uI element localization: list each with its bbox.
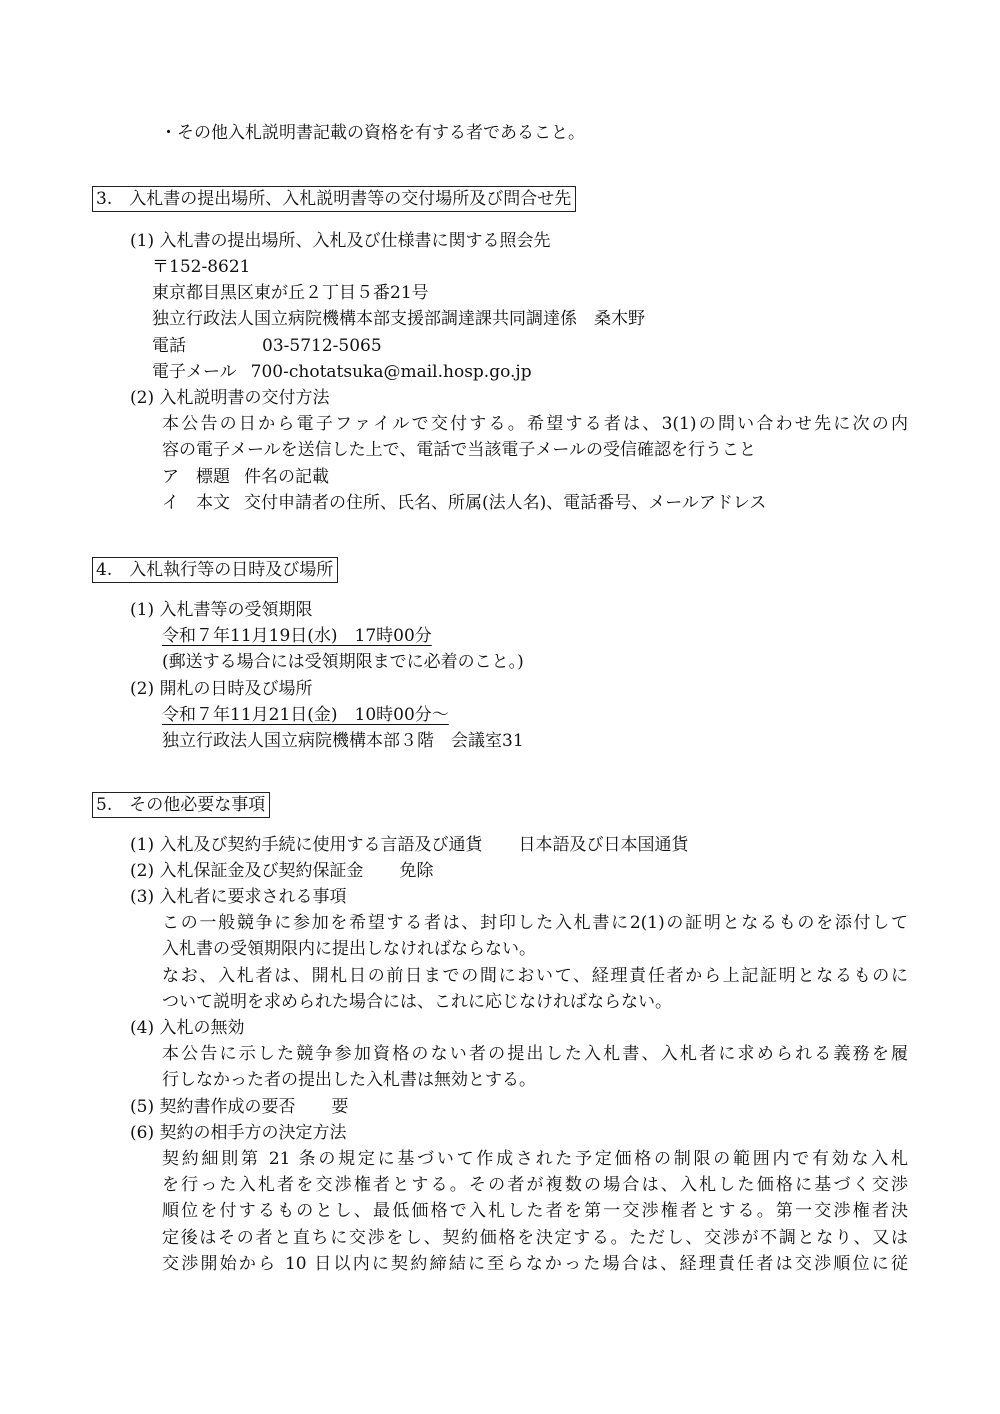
sec3-item2-i: [162, 490, 766, 516]
mail-note: (郵送する場合には受領期限までに必着のこと。): [162, 652, 524, 672]
section-3-heading: 3. 入札書の提出場所、入札説明書等の交付場所及び問合せ先: [92, 186, 576, 212]
item-a-label: ア 標題: [162, 467, 230, 487]
sec5-item6-line1: 契約細則第 21 条の規定に基づいて作成された予定価格の制限の範囲内で有効な入札: [162, 1149, 908, 1169]
sec5-item2-title: (2) 入札保証金及び契約保証金: [130, 861, 364, 881]
item-i-label: イ 本文: [162, 493, 230, 513]
sec5-item4-line2: 行しなかった者の提出した入札書は無効とする。: [162, 1070, 536, 1090]
sec3-item2-line2: 容の電子メールを送信した上で、電話で当該電子メールの受信確認を行うこと: [162, 440, 756, 460]
sec5-item3-line4: ついて説明を求められた場合には、これに応じなければならない。: [162, 992, 672, 1012]
sec5-item6-line3: 順位を付するものとし、最低価格で入札した者を第一交渉権者とする。第一交渉権者決: [162, 1201, 908, 1221]
opening-place: 独立行政法人国立病院機構本部３階 会議室31: [162, 731, 524, 751]
postal-code: 〒152-8621: [152, 257, 251, 277]
sec4-item1-title: (1) 入札書等の受領期限: [130, 600, 313, 620]
sec3-item2-line1: 本公告の日から電子ファイルで交付する。希望する者は、3(1)の問い合わせ先に次の内: [162, 414, 908, 434]
sec3-item2-a: [162, 464, 329, 490]
sec5-item2: [130, 858, 433, 884]
email-line: [152, 359, 532, 385]
address: 東京都目黒区東が丘２丁目５番21号: [152, 283, 429, 303]
email-label: 電子メール: [152, 362, 237, 382]
sec5-item1: [130, 832, 688, 858]
sec5-item3-line3: なお、入札者は、開札日の前日までの間において、経理責任者から上記証明となるものに: [162, 966, 908, 986]
sec5-item4-title: (4) 入札の無効: [130, 1018, 245, 1038]
sec5-item1-value: 日本語及び日本国通貨: [518, 835, 689, 855]
sec5-item5-value: 要: [331, 1097, 349, 1117]
sec5-item3-line2: 入札書の受領期限内に提出しなければならない。: [162, 939, 536, 959]
organization-contact: 独立行政法人国立病院機構本部支援部調達課共同調達係 桑木野: [152, 309, 645, 329]
opening-datetime: 令和７年11月21日(金) 10時00分～: [162, 705, 449, 725]
phone-label: 電話: [152, 336, 186, 356]
sec3-item1-title: (1) 入札書の提出場所、入札及び仕様書に関する照会先: [130, 231, 551, 251]
sec5-item6-title: (6) 契約の相手方の決定方法: [130, 1123, 347, 1143]
deadline-datetime: 令和７年11月19日(水) 17時00分: [162, 626, 432, 646]
item-a-text: 件名の記載: [244, 467, 329, 487]
sec3-item2-title: (2) 入札説明書の交付方法: [130, 388, 330, 408]
sec5-item4-line1: 本公告に示した競争参加資格のない者の提出した入札書、入札者に求められる義務を履: [162, 1044, 908, 1064]
section-4-heading: 4. 入札執行等の日時及び場所: [92, 557, 338, 583]
section-5-heading: 5. その他必要な事項: [92, 792, 270, 818]
phone-line: [152, 333, 382, 359]
sec5-item6-line2: を行った入札者を交渉権者とする。その者が複数の場合は、入札した価格に基づく交渉: [162, 1175, 908, 1195]
sec5-item6-line5: 交渉開始から 10 日以内に契約締結に至らなかった場合は、経理責任者は交渉順位に従: [162, 1254, 908, 1274]
sec5-item5: [130, 1094, 348, 1120]
eligibility-bullet: ・その他入札説明書記載の資格を有する者であること。: [160, 123, 585, 143]
item-i-text: 交付申請者の住所、氏名、所属(法人名)、電話番号、メールアドレス: [244, 493, 767, 513]
phone-number: 03-5712-5065: [262, 336, 382, 356]
sec4-item2-title: (2) 開札の日時及び場所: [130, 679, 313, 699]
sec5-item5-title: (5) 契約書作成の要否: [130, 1097, 296, 1117]
sec5-item6-line4: 定後はその者と直ちに交渉をし、契約価格を決定する。ただし、交渉が不調となり、又は: [162, 1228, 908, 1248]
sec5-item3-line1: この一般競争に参加を希望する者は、封印した入札書に2(1)の証明となるものを添付して: [162, 913, 908, 933]
sec5-item2-value: 免除: [399, 861, 434, 881]
email-address: 700-chotatsuka@mail.hosp.go.jp: [250, 362, 532, 382]
sec5-item1-title: (1) 入札及び契約手続に使用する言語及び通貨: [130, 835, 483, 855]
sec5-item3-title: (3) 入札者に要求される事項: [130, 887, 347, 907]
